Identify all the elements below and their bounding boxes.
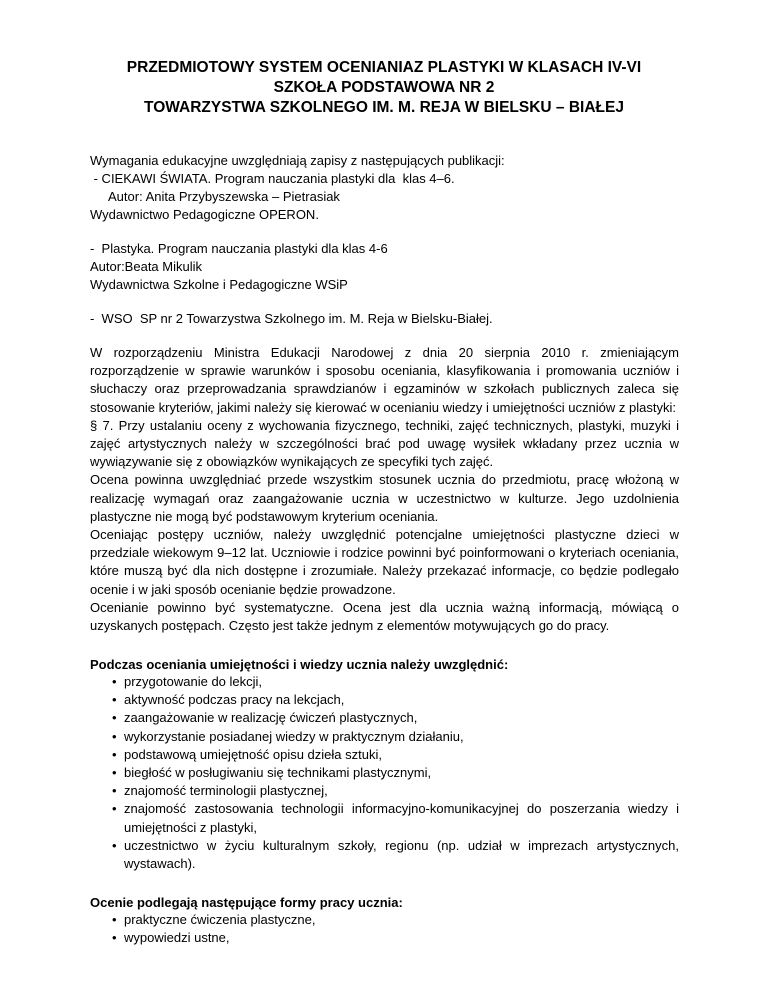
criteria-list xyxy=(90,673,679,873)
bullet-icon: • xyxy=(112,710,117,726)
list-item: • znajomość terminologii plastycznej, xyxy=(90,782,679,800)
source-1-title: - CIEKAWI ŚWIATA. Program nauczania plastyki dla klas 4–6. xyxy=(90,171,455,186)
list-item: • wypowiedzi ustne, xyxy=(90,929,679,947)
list-item: • zaangażowanie w realizację ćwiczeń plastycznych, xyxy=(90,709,679,727)
title-line-2: SZKOŁA PODSTAWOWA NR 2 xyxy=(273,79,495,96)
bullet-icon: • xyxy=(112,765,117,781)
paragraph-assessment: Ocena powinna uwzględniać przede wszystkim stosunek ucznia do przedmiotu, pracę włożoną w realizację wymagań oraz zaangażowanie ucznia w uczestnictwo w kulturze. Jego uzdolnienia plastyczne nie mogą być podstawowym kryterium oceniania. xyxy=(90,472,679,524)
bullet-icon: • xyxy=(112,783,117,799)
document-title xyxy=(60,58,708,118)
list-item: • biegłość w posługiwaniu się technikami plastycznymi, xyxy=(90,764,679,782)
bullet-icon: • xyxy=(112,801,117,817)
source-2-author: Autor:Beata Mikulik xyxy=(90,259,202,274)
title-line-1: PRZEDMIOTOWY SYSTEM OCENIANIAZ PLASTYKI W KLASACH IV-VI xyxy=(126,59,642,76)
list-item: • przygotowanie do lekcji, xyxy=(90,673,679,691)
bullet-icon: • xyxy=(112,930,117,946)
list-item: • uczestnictwo w życiu kulturalnym szkoły, regionu (np. udział w imprezach artystycznych, wystawach). xyxy=(112,837,679,872)
bullet-icon: • xyxy=(112,692,117,708)
criteria-heading: Podczas oceniania umiejętności i wiedzy ucznia należy uwzględnić: xyxy=(90,657,509,672)
paragraph-regulation: W rozporządzeniu Ministra Edukacji Narodowej z dnia 20 sierpnia 2010 r. zmieniającym rozporządzenie w sprawie warunków i sposobu oceniania, klasyfikowania i promowania uczniów i słuchaczy oraz przeprowadzania sprawdzianów i egzaminów w szkołach publicznych zaleca się stosowanie kryteriów, jakimi należy się kierować w ocenianiu wiedzy i umiejętności uczniów z plastyki: xyxy=(90,345,679,415)
forms-heading: Ocenie podlegają następujące formy pracy ucznia: xyxy=(90,895,403,910)
bullet-icon: • xyxy=(112,674,117,689)
list-item: • wykorzystanie posiadanej wiedzy w praktycznym działaniu, xyxy=(90,728,679,746)
list-item: • znajomość zastosowania technologii informacyjno-komunikacyjnej do poszerzania wiedzy i umiejętności z plastyki, xyxy=(112,801,679,835)
list-item: • praktyczne ćwiczenia plastyczne, xyxy=(90,911,679,929)
list-item: • aktywność podczas pracy na lekcjach, xyxy=(90,691,679,709)
body-text xyxy=(90,344,679,635)
bullet-icon: • xyxy=(112,912,117,927)
bullet-icon: • xyxy=(112,746,117,762)
bullet-icon: • xyxy=(112,837,117,853)
source-1-author: Autor: Anita Przybyszewska – Pietrasiak xyxy=(108,189,340,204)
forms-list xyxy=(90,911,679,947)
source-3: - WSO SP nr 2 Towarzystwa Szkolnego im. M. Reja w Bielsku-Białej. xyxy=(90,311,493,326)
sources-intro: Wymagania edukacyjne uwzględniają zapisy z następujących publikacji: xyxy=(90,153,505,168)
paragraph-section-7: § 7. Przy ustalaniu oceny z wychowania fizycznego, techniki, zajęć technicznych, plastyki, muzyki i zajęć artystycznych należy w szczególności brać pod uwagę wysiłek wkładany przez ucznia w wywiązywanie się z obowiązków wynikających ze specyfiki tych zajęć. xyxy=(90,417,679,470)
source-2-publisher: Wydawnictwa Szkolne i Pedagogiczne WSiP xyxy=(90,277,348,292)
paragraph-systematic: Ocenianie powinno być systematyczne. Ocena jest dla ucznia ważną informacją, mówiącą o uzyskanych postępach. Często jest także jednym z elementów motywujących go do pracy. xyxy=(90,599,679,634)
bullet-icon: • xyxy=(112,728,117,744)
source-1-publisher: Wydawnictwo Pedagogiczne OPERON. xyxy=(90,207,319,222)
source-2-title: - Plastyka. Program nauczania plastyki dla klas 4-6 xyxy=(90,241,388,256)
title-line-3: TOWARZYSTWA SZKOLNEGO IM. M. REJA W BIELSKU – BIAŁEJ xyxy=(144,99,624,116)
paragraph-progress: Oceniając postępy uczniów, należy uwzględnić potencjalne umiejętności plastyczne dzieci w przedziale wiekowym 9–12 lat. Uczniowie i rodzice powinni być poinformowani o kryteriach oceniania, które muszą być dla nich dostępne i zrozumiałe. Należy przekazać informacje, co będzie podlegało ocenie i w jaki sposób ocenianie będzie prowadzone. xyxy=(90,527,679,597)
list-item: • podstawową umiejętność opisu dzieła sztuki, xyxy=(90,746,679,764)
